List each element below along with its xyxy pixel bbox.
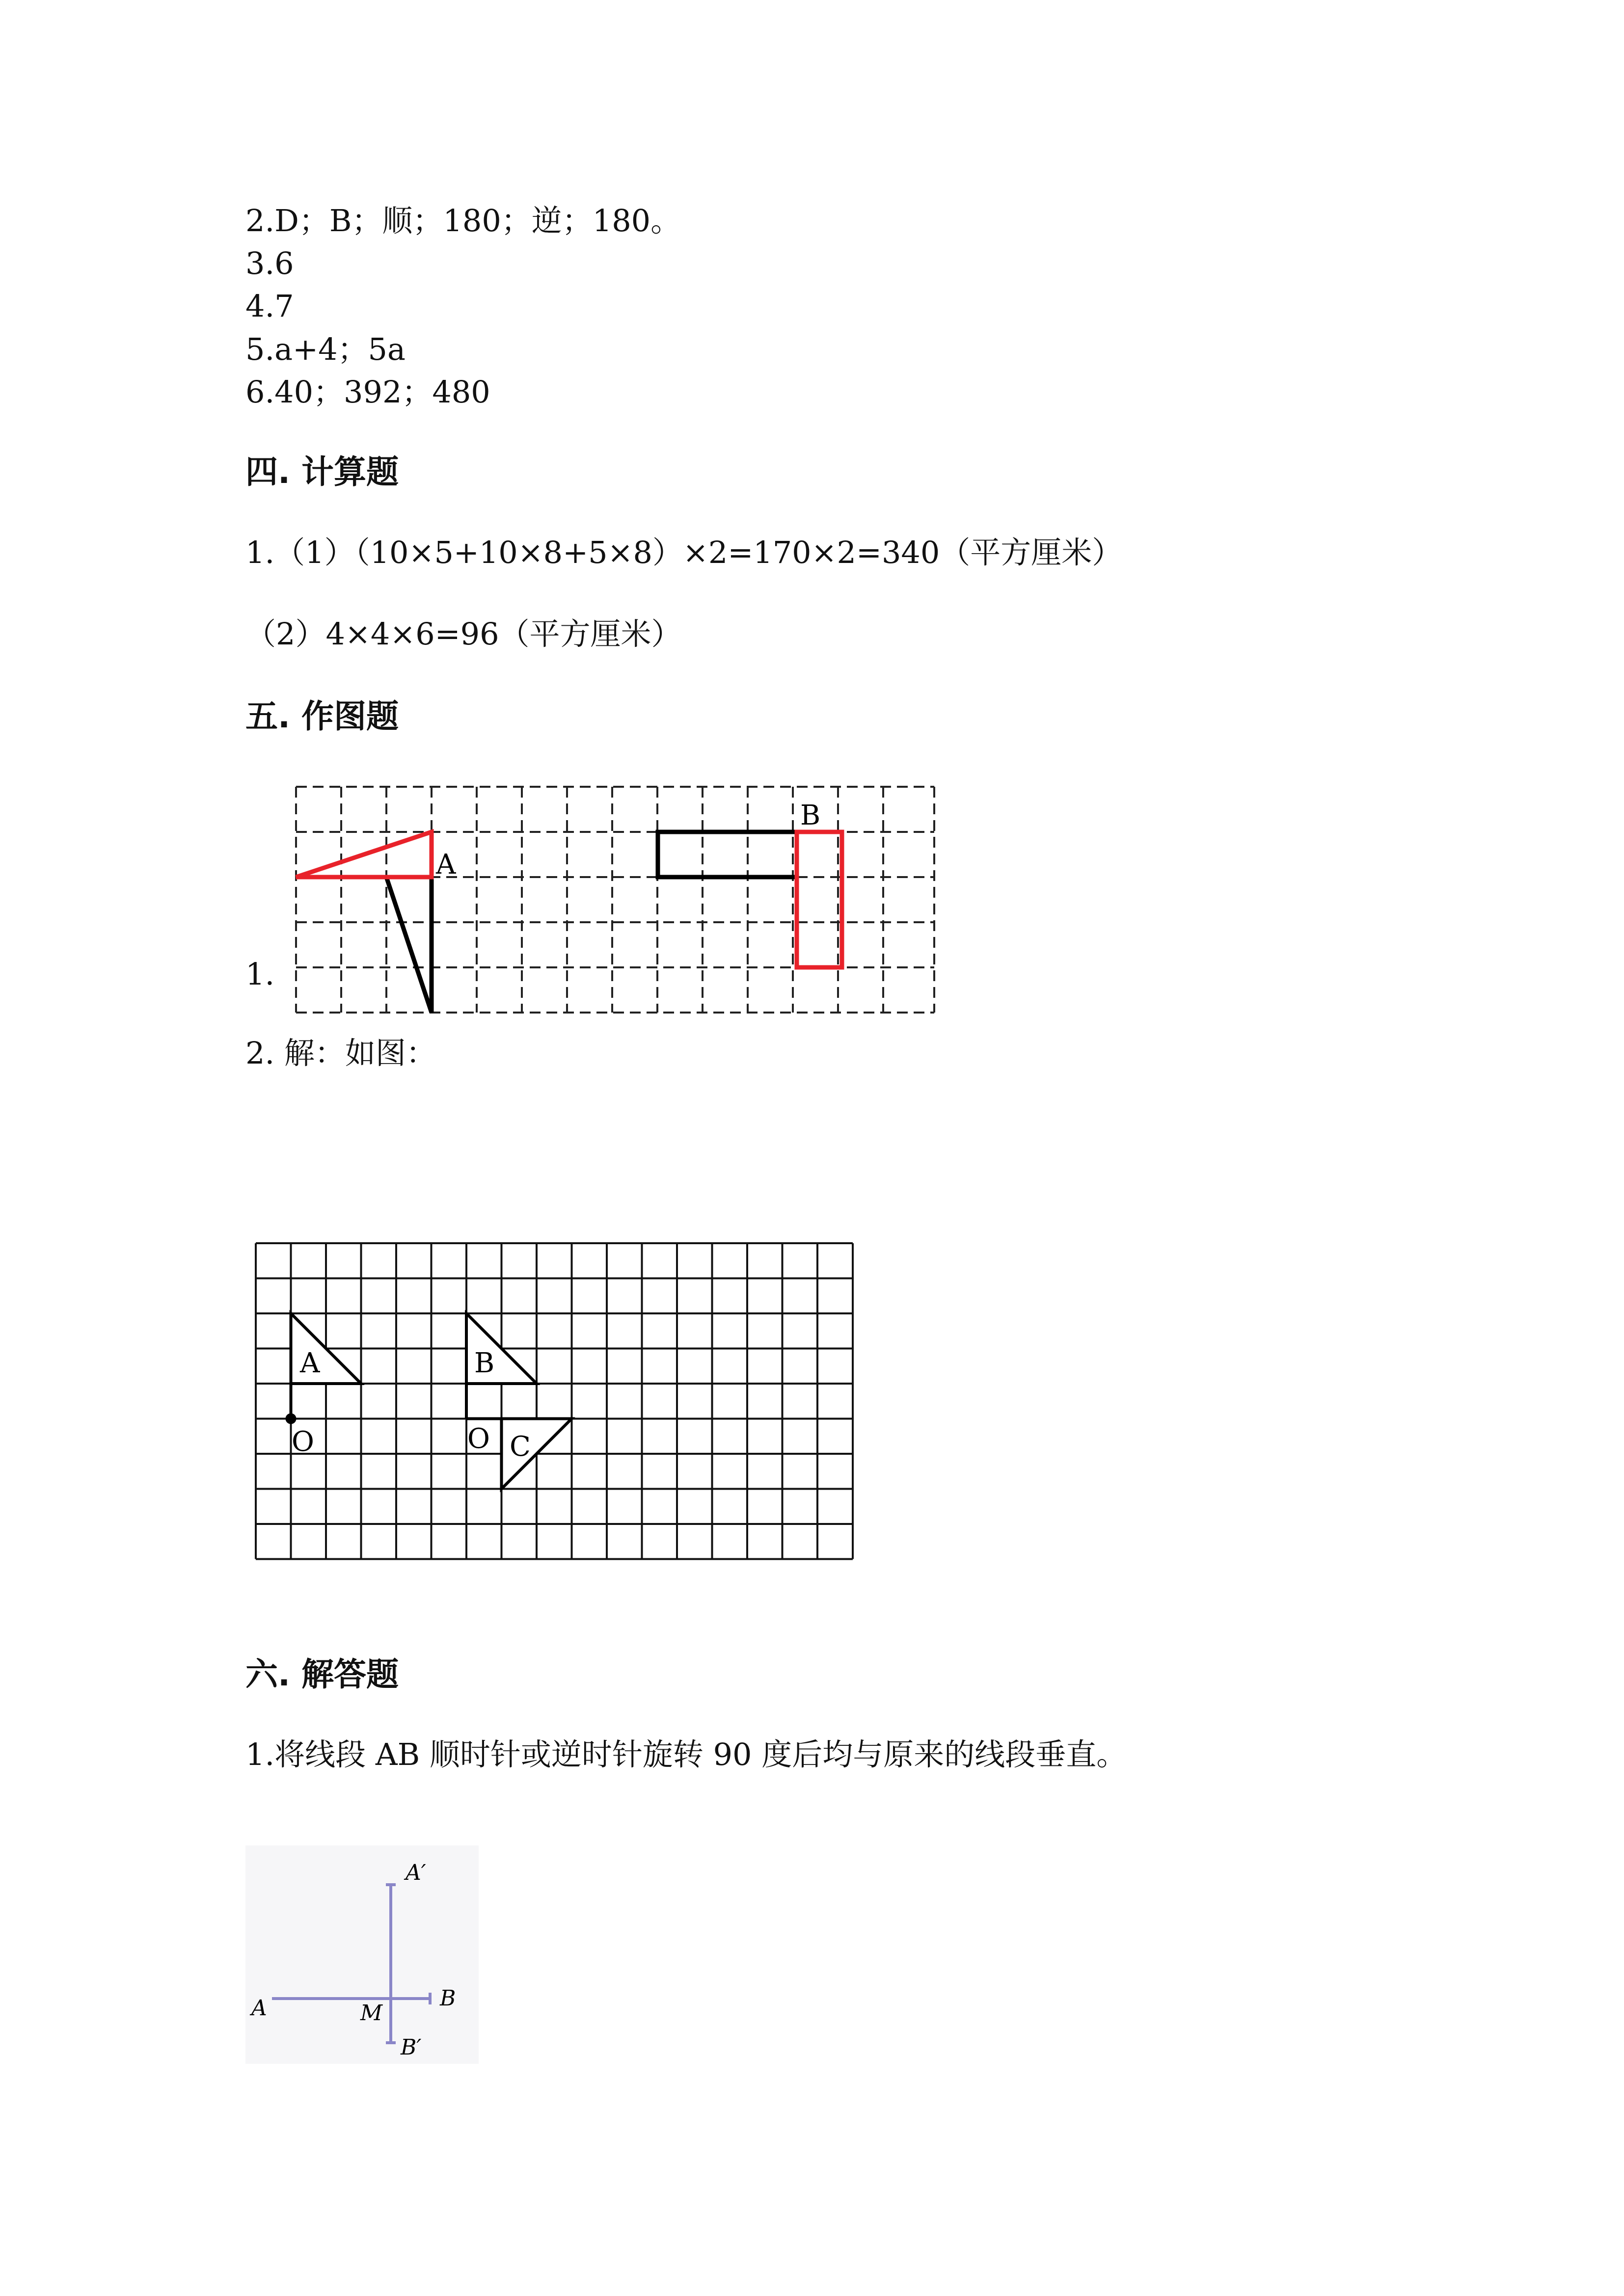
- rotated-triangle: [296, 832, 432, 877]
- section-heading-answers: 六. 解答题: [245, 1655, 399, 1693]
- flag-b-label: B: [474, 1347, 495, 1379]
- perpendicular-segments-figure: [245, 1845, 481, 2066]
- rotation-grid-figure-1: [295, 785, 943, 1016]
- pivot-o1-label: O: [292, 1426, 314, 1458]
- original-triangle: [386, 877, 432, 1013]
- pivot-o-point: [286, 1414, 297, 1424]
- pivot-o2-label: O: [467, 1423, 490, 1455]
- point-b-label: B: [800, 800, 821, 831]
- rotated-rectangle: [797, 832, 842, 967]
- point-a-label: A: [251, 1996, 267, 2021]
- flag-c-label: C: [510, 1431, 531, 1463]
- point-a-label: A: [436, 849, 456, 881]
- figure-background: [245, 1845, 479, 2064]
- answer-line-2: 2.D；B；顺；180；逆；180。: [245, 203, 681, 239]
- answer-explanation-line: 1.将线段 AB 顺时针或逆时针旋转 90 度后均与原来的线段垂直。: [245, 1736, 1127, 1772]
- section-heading-calculation: 四. 计算题: [245, 453, 399, 491]
- rotation-grid-figure-2: [254, 1242, 858, 1566]
- original-rectangle: [658, 832, 797, 877]
- drawing-item-1-label: 1.: [245, 956, 275, 992]
- drawing-item-2-label: 2. 解：如图：: [245, 1035, 436, 1071]
- answer-line-5: 5.a+4；5a: [245, 331, 406, 367]
- calc-line-1: 1.（1）（10×5+10×8+5×8）×2=170×2=340（平方厘米）: [245, 534, 1123, 570]
- point-m-label: M: [360, 2001, 383, 2026]
- solid-grid: [256, 1243, 853, 1559]
- point-b-prime-label: B′: [401, 2035, 422, 2060]
- answer-line-4: 4.7: [245, 288, 294, 324]
- point-a-prime-label: A′: [406, 1860, 426, 1885]
- calc-line-2: （2）4×4×6=96（平方厘米）: [245, 616, 682, 652]
- point-b-label: B: [440, 1986, 456, 2011]
- answer-line-6: 6.40；392；480: [245, 374, 490, 410]
- flag-a-label: A: [300, 1347, 320, 1379]
- section-heading-drawing: 五. 作图题: [245, 697, 399, 735]
- answer-line-3: 3.6: [245, 245, 294, 281]
